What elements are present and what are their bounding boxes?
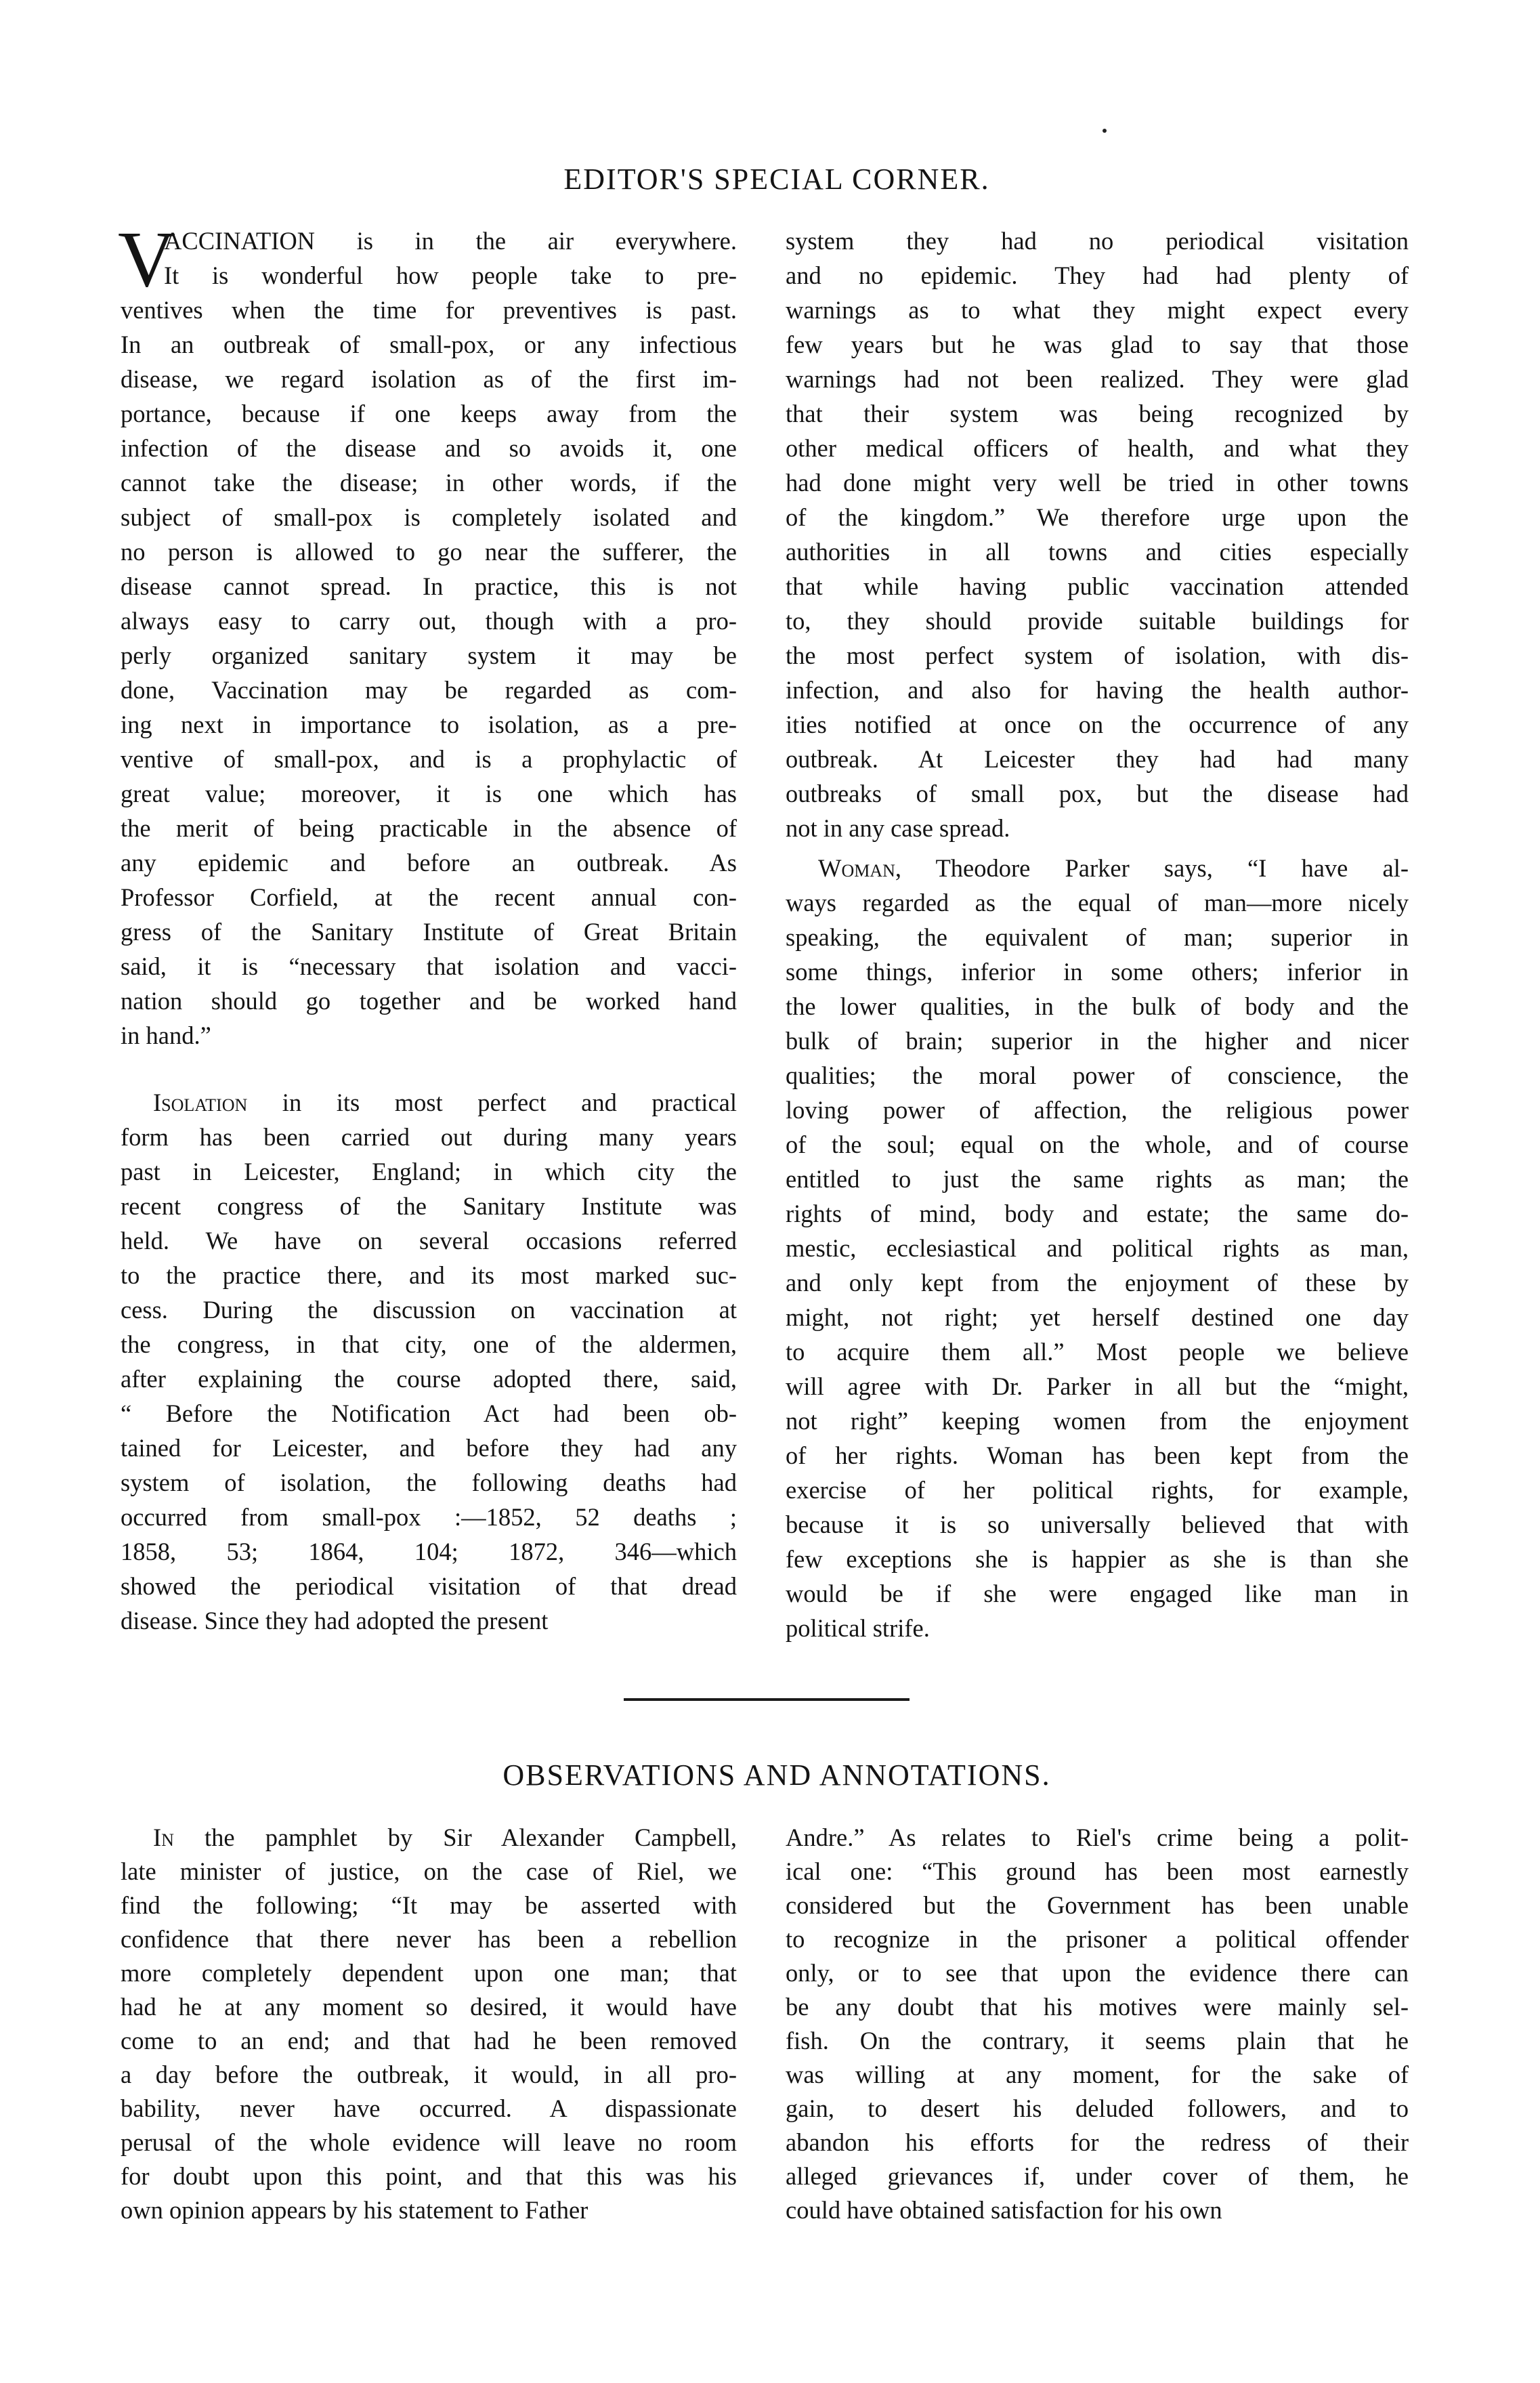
text-line: the merit of being practicable in the absence of — [121, 814, 737, 842]
section-title-observations-and-annotations: OBSERVATIONS AND ANNOTATIONS. — [502, 1758, 1051, 1792]
text-line: the lower qualities, in the bulk of body and the — [786, 992, 1409, 1020]
text-line: said, it is “necessary that isolation and vacci- — [121, 952, 737, 980]
text-line: gress of the Sanitary Institute of Great Britain — [121, 918, 737, 946]
text-line: abandon his efforts for the redress of their — [786, 2128, 1409, 2156]
text-line: qualities; the moral power of conscience, the — [786, 1061, 1409, 1089]
text-line: would be if she were engaged like man in — [786, 1580, 1409, 1607]
text-line: find the following; “It may be asserted with — [121, 1891, 737, 1919]
text-line: the congress, in that city, one of the aldermen, — [121, 1330, 737, 1358]
text-line: ing next in importance to isolation, as a pre- — [121, 711, 737, 738]
text-line: not in any case spread. — [786, 814, 1010, 842]
text-line: confidence that there never has been a rebellion — [121, 1925, 737, 1953]
text-line: warnings as to what they might expect every — [786, 296, 1409, 324]
text-line: to the practice there, and its most marked suc- — [121, 1261, 737, 1289]
text-line: was willing at any moment, for the sake of — [786, 2061, 1409, 2088]
text-line: In an outbreak of small-pox, or any infectious — [121, 331, 737, 358]
print-speck — [1103, 129, 1107, 133]
text-line: disease. Since they had adopted the present — [121, 1607, 549, 1635]
text-line: after explaining the course adopted there, said, — [121, 1365, 737, 1393]
text-line: to acquire them all.” Most people we believe — [786, 1338, 1409, 1366]
text-line: only, or to see that upon the evidence there can — [786, 1959, 1409, 1987]
text-line: past in Leicester, England; in which city the — [121, 1158, 737, 1185]
text-line: few years but he was glad to say that those — [786, 331, 1409, 358]
text-line: It is wonderful how people take to pre- — [164, 261, 737, 289]
text-line: gain, to desert his deluded followers, and to — [786, 2094, 1409, 2122]
text-line: ical one: “This ground has been most earnestly — [786, 1857, 1409, 1885]
text-line: of her rights. Woman has been kept from the — [786, 1441, 1409, 1469]
text-line: to recognize in the prisoner a political offender — [786, 1925, 1409, 1953]
text-line: perusal of the whole evidence will leave no room — [121, 2128, 737, 2156]
paragraph-isolation — [121, 1085, 737, 1638]
text-line — [786, 851, 1409, 885]
text-line: recent congress of the Sanitary Institute was — [121, 1192, 737, 1220]
text-line: infection, and also for having the health author- — [786, 676, 1409, 704]
text-line: ventive of small-pox, and is a prophylactic of — [121, 745, 737, 773]
paragraph-riel-continued — [786, 1821, 1409, 2227]
text-line: of the kingdom.” We therefore urge upon the — [786, 503, 1409, 531]
text-line: cannot take the disease; in other words, if the — [121, 469, 737, 497]
text-line: Andre.” As relates to Riel's crime being a polit- — [786, 1823, 1409, 1851]
text-line: system they had no periodical visitation — [786, 227, 1409, 255]
text-line: bability, never have occurred. A dispassionate — [121, 2094, 737, 2122]
text-line: Professor Corfield, at the recent annual con- — [121, 883, 737, 911]
text-line: exercise of her political rights, for example, — [786, 1476, 1409, 1504]
text-line: “ Before the Notification Act had been ob- — [121, 1399, 737, 1427]
text-line: no person is allowed to go near the sufferer, the — [121, 538, 737, 566]
text-line: showed the periodical visitation of that dread — [121, 1572, 737, 1600]
lead-word: In — [153, 1823, 174, 1851]
text-line: will agree with Dr. Parker in all but the “might, — [786, 1372, 1409, 1400]
paragraph-riel-pamphlet — [121, 1821, 737, 2227]
text-line: and no epidemic. They had had plenty of — [786, 261, 1409, 289]
paragraph-leicester-continued — [786, 224, 1409, 845]
text-line: the most perfect system of isolation, with dis- — [786, 641, 1409, 669]
text-line: portance, because if one keeps away from the — [121, 400, 737, 427]
text-line: had done might very well be tried in other towns — [786, 469, 1409, 497]
text-line: in hand.” — [121, 1021, 211, 1049]
text-line: a day before the outbreak, it would, in all pro- — [121, 2061, 737, 2088]
text-line: late minister of justice, on the case of Riel, we — [121, 1857, 737, 1885]
text-line: to, they should provide suitable buildings for — [786, 607, 1409, 635]
drop-cap: V — [118, 215, 176, 303]
text-line: ities notified at once on the occurrence of any — [786, 711, 1409, 738]
lead-word: Woman — [818, 854, 895, 882]
text-line: might, not right; yet herself destined one day — [786, 1303, 1409, 1331]
text-line: ventives when the time for preventives is past. — [121, 296, 737, 324]
text-line: form has been carried out during many years — [121, 1123, 737, 1151]
text-line: political strife. — [786, 1614, 930, 1642]
lead-word: Isolation — [153, 1089, 248, 1116]
text-line: occurred from small-pox :—1852, 52 deaths ; — [121, 1503, 737, 1531]
text-line: rights of mind, body and estate; the same do- — [786, 1200, 1409, 1227]
text-line: warnings had not been realized. They were glad — [786, 365, 1409, 393]
line-text: in its most perfect and practical — [247, 1089, 737, 1116]
text-line: loving power of affection, the religious power — [786, 1096, 1409, 1124]
text-line: other medical officers of health, and what they — [786, 434, 1409, 462]
text-line: any epidemic and before an outbreak. As — [121, 849, 737, 877]
text-line: alleged grievances if, under cover of them, he — [786, 2162, 1409, 2190]
text-line: and only kept from the enjoyment of these by — [786, 1269, 1409, 1296]
text-line: ACCINATION is in the air everywhere. — [164, 227, 737, 255]
text-line: authorities in all towns and cities especially — [786, 538, 1409, 566]
text-line: that while having public vaccination attended — [786, 572, 1409, 600]
text-line: disease, we regard isolation as of the first im- — [121, 365, 737, 393]
text-line: could have obtained satisfaction for his own — [786, 2196, 1222, 2224]
text-line: perly organized sanitary system it may be — [121, 641, 737, 669]
text-line: considered but the Government has been unable — [786, 1891, 1409, 1919]
text-line: great value; moreover, it is one which has — [121, 780, 737, 807]
line-text: , Theodore Parker says, “I have al- — [895, 854, 1409, 882]
text-line: cess. During the discussion on vaccination at — [121, 1296, 737, 1324]
line-text: the pamphlet by Sir Alexander Campbell, — [173, 1823, 737, 1851]
text-line: fish. On the contrary, it seems plain that he — [786, 2027, 1409, 2054]
paragraph-woman — [786, 851, 1409, 1645]
text-line — [121, 1821, 737, 1855]
text-line: done, Vaccination may be regarded as com- — [121, 676, 737, 704]
text-line: bulk of brain; superior in the higher and nicer — [786, 1027, 1409, 1055]
text-line: because it is so universally believed that with — [786, 1511, 1409, 1538]
text-line: mestic, ecclesiastical and political rights as man, — [786, 1234, 1409, 1262]
text-line: entitled to just the same rights as man; the — [786, 1165, 1409, 1193]
text-line: outbreaks of small pox, but the disease had — [786, 780, 1409, 807]
section-divider — [624, 1698, 910, 1701]
text-line: subject of small-pox is completely isolated and — [121, 503, 737, 531]
text-line: some things, inferior in some others; inferior in — [786, 958, 1409, 986]
paragraph-vaccination — [118, 215, 737, 1053]
text-line: held. We have on several occasions referred — [121, 1227, 737, 1254]
text-line: always easy to carry out, though with a pro- — [121, 607, 737, 635]
text-line: more completely dependent upon one man; that — [121, 1959, 737, 1987]
text-line: system of isolation, the following deaths had — [121, 1469, 737, 1496]
text-line: come to an end; and that had he been removed — [121, 2027, 737, 2054]
section-title-editors-special-corner: EDITOR'S SPECIAL CORNER. — [563, 163, 990, 196]
text-line: had he at any moment so desired, it would have — [121, 1993, 737, 2021]
text-line: that their system was being recognized by — [786, 400, 1409, 427]
text-line: of the soul; equal on the whole, and of course — [786, 1131, 1409, 1158]
text-line: own opinion appears by his statement to Father — [121, 2196, 589, 2224]
text-line: infection of the disease and so avoids it, one — [121, 434, 737, 462]
text-line: not right” keeping women from the enjoyment — [786, 1407, 1409, 1435]
text-line: outbreak. At Leicester they had had many — [786, 745, 1409, 773]
text-line: be any doubt that his motives were mainly sel- — [786, 1993, 1409, 2021]
text-line — [121, 1085, 737, 1120]
text-line: ways regarded as the equal of man—more nicely — [786, 889, 1409, 916]
text-line: disease cannot spread. In practice, this is not — [121, 572, 737, 600]
text-line: nation should go together and be worked hand — [121, 987, 737, 1015]
text-line: tained for Leicester, and before they had any — [121, 1434, 737, 1462]
text-line: few exceptions she is happier as she is than she — [786, 1545, 1409, 1573]
text-line: for doubt upon this point, and that this was his — [121, 2162, 737, 2190]
text-line: 1858, 53; 1864, 104; 1872, 346—which — [121, 1538, 737, 1565]
text-line: speaking, the equivalent of man; superior in — [786, 923, 1409, 951]
